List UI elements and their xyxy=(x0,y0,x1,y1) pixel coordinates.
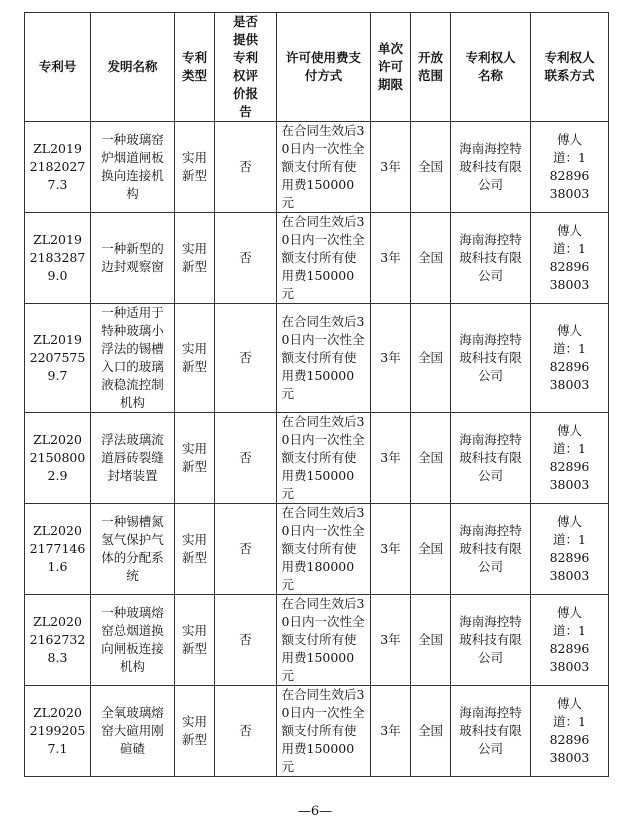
cell-contact: 傅人道：18289638003 xyxy=(531,595,609,686)
header-patent-no: 专利号 xyxy=(25,13,91,122)
cell-payment: 在合同生效后30日内一次性全额支付所有使用费150000元 xyxy=(277,304,371,413)
cell-payment: 在合同生效后30日内一次性全额支付所有使用费150000元 xyxy=(277,686,371,777)
cell-scope: 全国 xyxy=(411,413,451,504)
cell-eval-report: 否 xyxy=(215,304,277,413)
cell-scope: 全国 xyxy=(411,213,451,304)
header-eval-report: 是否提供专利权评价报告 xyxy=(215,13,277,122)
table-row xyxy=(25,686,609,777)
cell-holder: 海南海控特玻科技有限公司 xyxy=(451,122,531,213)
cell-contact: 傅人道：18289638003 xyxy=(531,304,609,413)
cell-term: 3年 xyxy=(371,413,411,504)
cell-term: 3年 xyxy=(371,595,411,686)
header-term: 单次许可期限 xyxy=(371,13,411,122)
cell-holder: 海南海控特玻科技有限公司 xyxy=(451,304,531,413)
cell-term: 3年 xyxy=(371,304,411,413)
header-contact: 专利权人联系方式 xyxy=(531,13,609,122)
table-row xyxy=(25,413,609,504)
cell-scope: 全国 xyxy=(411,686,451,777)
table-row xyxy=(25,213,609,304)
cell-patent-no: ZL202021627328.3 xyxy=(25,595,91,686)
cell-term: 3年 xyxy=(371,504,411,595)
cell-type: 实用新型 xyxy=(175,595,215,686)
table-row xyxy=(25,122,609,213)
cell-payment: 在合同生效后30日内一次性全额支付所有使用费150000元 xyxy=(277,122,371,213)
table-row xyxy=(25,504,609,595)
cell-patent-no: ZL202021771461.6 xyxy=(25,504,91,595)
cell-name: 一种玻璃熔窑总烟道换向闸板连接机构 xyxy=(91,595,175,686)
cell-scope: 全国 xyxy=(411,304,451,413)
cell-name: 一种玻璃窑炉烟道闸板换向连接机构 xyxy=(91,122,175,213)
cell-name: 一种锡槽氮氢气保护气体的分配系统 xyxy=(91,504,175,595)
cell-type: 实用新型 xyxy=(175,304,215,413)
cell-payment: 在合同生效后30日内一次性全额支付所有使用费180000元 xyxy=(277,504,371,595)
cell-contact: 傅人道：18289638003 xyxy=(531,504,609,595)
cell-scope: 全国 xyxy=(411,595,451,686)
cell-name: 一种新型的边封观察窗 xyxy=(91,213,175,304)
cell-contact: 傅人道：18289638003 xyxy=(531,213,609,304)
cell-eval-report: 否 xyxy=(215,213,277,304)
cell-eval-report: 否 xyxy=(215,595,277,686)
cell-contact: 傅人道：18289638003 xyxy=(531,122,609,213)
header-payment: 许可使用费支付方式 xyxy=(277,13,371,122)
cell-type: 实用新型 xyxy=(175,504,215,595)
cell-contact: 傅人道：18289638003 xyxy=(531,686,609,777)
cell-holder: 海南海控特玻科技有限公司 xyxy=(451,213,531,304)
cell-holder: 海南海控特玻科技有限公司 xyxy=(451,595,531,686)
cell-contact: 傅人道：18289638003 xyxy=(531,413,609,504)
page-number: —6— xyxy=(297,804,333,819)
cell-patent-no: ZL201922075759.7 xyxy=(25,304,91,413)
cell-patent-no: ZL201921832879.0 xyxy=(25,213,91,304)
cell-term: 3年 xyxy=(371,213,411,304)
patent-table xyxy=(24,12,609,777)
cell-scope: 全国 xyxy=(411,122,451,213)
cell-name: 浮法玻璃流道唇砖裂缝封堵装置 xyxy=(91,413,175,504)
cell-holder: 海南海控特玻科技有限公司 xyxy=(451,504,531,595)
cell-holder: 海南海控特玻科技有限公司 xyxy=(451,686,531,777)
cell-patent-no: ZL202021992057.1 xyxy=(25,686,91,777)
cell-payment: 在合同生效后30日内一次性全额支付所有使用费150000元 xyxy=(277,213,371,304)
cell-holder: 海南海控特玻科技有限公司 xyxy=(451,413,531,504)
header-scope: 开放范围 xyxy=(411,13,451,122)
cell-patent-no: ZL202021508002.9 xyxy=(25,413,91,504)
cell-term: 3年 xyxy=(371,686,411,777)
cell-term: 3年 xyxy=(371,122,411,213)
header-name: 发明名称 xyxy=(91,13,175,122)
cell-name: 全氧玻璃熔窑大碹用刚碹碴 xyxy=(91,686,175,777)
cell-eval-report: 否 xyxy=(215,122,277,213)
header-holder: 专利权人名称 xyxy=(451,13,531,122)
cell-patent-no: ZL201921820277.3 xyxy=(25,122,91,213)
cell-type: 实用新型 xyxy=(175,122,215,213)
table-row xyxy=(25,304,609,413)
cell-type: 实用新型 xyxy=(175,413,215,504)
cell-name: 一种适用于特种玻璃小浮法的锡槽入口的玻璃液稳流控制机构 xyxy=(91,304,175,413)
header-type: 专利类型 xyxy=(175,13,215,122)
cell-scope: 全国 xyxy=(411,504,451,595)
table-row xyxy=(25,595,609,686)
cell-eval-report: 否 xyxy=(215,504,277,595)
cell-payment: 在合同生效后30日内一次性全额支付所有使用费150000元 xyxy=(277,413,371,504)
cell-type: 实用新型 xyxy=(175,686,215,777)
cell-eval-report: 否 xyxy=(215,686,277,777)
cell-eval-report: 否 xyxy=(215,413,277,504)
cell-payment: 在合同生效后30日内一次性全额支付所有使用费150000元 xyxy=(277,595,371,686)
cell-type: 实用新型 xyxy=(175,213,215,304)
header-row xyxy=(25,13,609,122)
